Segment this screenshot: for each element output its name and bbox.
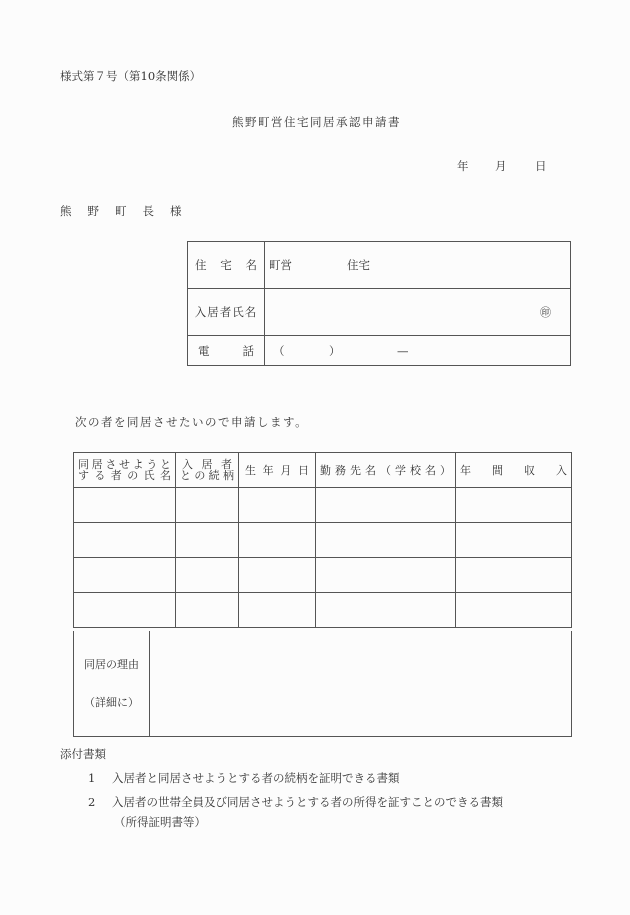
attachment-text: 入居者の世帯全員及び同居させようとする者の所得を証すことのできる書類 [112,795,503,809]
header-line: 勤務先名（学校名） [320,463,451,477]
reason-label-cell [74,631,150,737]
table-row [74,593,572,628]
header-line: 同居させようと [78,458,171,471]
housing-name-field[interactable] [265,242,571,289]
phone-area-open: （ [273,343,285,358]
housing-name-label: 住宅名 [195,258,257,272]
attachment-number: 2 [88,795,96,809]
attachments-title: 添付書類 [60,747,106,761]
header-line: する者の氏名 [78,469,171,482]
phone-label: 電話 [198,343,254,358]
reason-field[interactable] [150,631,572,737]
relationship-cell[interactable] [176,558,239,593]
seal-icon: ㊞ [540,306,551,319]
intro-text: 次の者を同居させたいので申請します。 [75,415,309,429]
annual-income-cell[interactable] [456,488,572,523]
addressee: 熊野町長様 [60,204,198,218]
reason-row [74,631,572,737]
cohabitant-table [73,452,572,628]
phone-dash: — [397,343,409,358]
annual-income-cell[interactable] [456,558,572,593]
resident-name-label-cell [188,289,265,336]
resident-name-row [188,289,571,336]
date-year-label: 年 [457,159,469,173]
header-line: との続柄 [180,469,234,482]
reason-table [73,631,572,737]
applicant-info-table [187,241,571,366]
housing-suffix: 住宅 [347,258,370,272]
reason-label-detail: （詳細に） [84,695,139,709]
housing-name-label-cell [188,242,265,289]
relationship-cell[interactable] [176,488,239,523]
relationship-cell[interactable] [176,523,239,558]
attachment-item [88,770,400,786]
attachment-text: 入居者と同居させようとする者の続柄を証明できる書類 [112,771,400,785]
cohabitant-name-cell[interactable] [74,523,176,558]
resident-name-field[interactable] [265,289,571,336]
header-cohabitant-name [74,453,176,488]
header-annual-income [456,453,572,488]
table-row [74,558,572,593]
birthdate-cell[interactable] [239,593,316,628]
date-day-label: 日 [535,159,547,173]
birthdate-cell[interactable] [239,488,316,523]
header-birthdate [239,453,316,488]
date-month-label: 月 [495,159,507,173]
phone-area-close: ） [329,343,341,358]
phone-label-cell [188,336,265,366]
housing-prefix: 町営 [269,258,292,272]
attachment-number: 1 [88,771,96,785]
workplace-cell[interactable] [316,593,456,628]
header-workplace [316,453,456,488]
birthdate-cell[interactable] [239,523,316,558]
document-title: 熊野町営住宅同居承認申請書 [232,115,401,129]
cohabitant-name-cell[interactable] [74,488,176,523]
header-line: 生年月日 [245,463,309,477]
workplace-cell[interactable] [316,488,456,523]
cohabitant-name-cell[interactable] [74,593,176,628]
table-row [74,523,572,558]
table-header-row [74,453,572,488]
annual-income-cell[interactable] [456,593,572,628]
header-relationship [176,453,239,488]
phone-field[interactable] [265,336,571,366]
header-line: 入居者 [182,458,232,471]
housing-name-row [188,242,571,289]
header-line: 年間収入 [460,463,567,477]
relationship-cell[interactable] [176,593,239,628]
attachment-continuation: （所得証明書等） [114,815,206,829]
workplace-cell[interactable] [316,558,456,593]
resident-name-label: 入居者氏名 [194,305,258,319]
form-number: 様式第７号（第10条関係） [60,69,202,83]
birthdate-cell[interactable] [239,558,316,593]
reason-label: 同居の理由 [84,657,139,671]
cohabitant-name-cell[interactable] [74,558,176,593]
phone-row [188,336,571,366]
attachment-item [88,794,503,810]
workplace-cell[interactable] [316,523,456,558]
annual-income-cell[interactable] [456,523,572,558]
table-row [74,488,572,523]
